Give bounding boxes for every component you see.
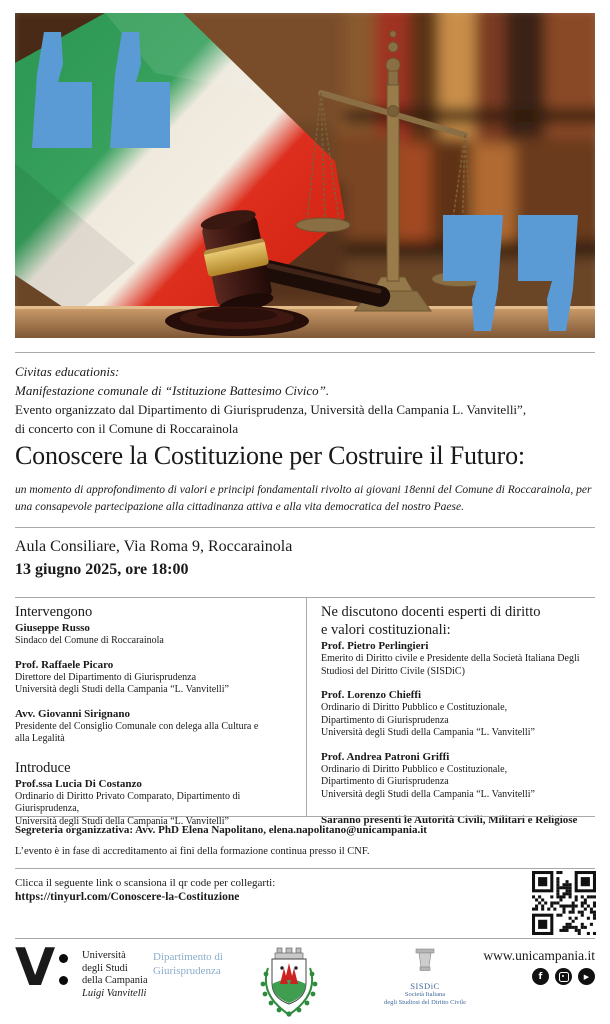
instagram-icon[interactable] bbox=[555, 968, 572, 985]
speaker-role: Dipartimento di Giurisprudenza bbox=[321, 714, 449, 726]
intro-line-1: Civitas educationis: bbox=[15, 364, 120, 379]
speaker-role: Direttore del Dipartimento di Giurisprudenza bbox=[15, 671, 197, 683]
intro-block bbox=[15, 362, 595, 438]
university-name-line: Luigi Vanvitelli bbox=[82, 987, 147, 999]
social-icons bbox=[532, 968, 595, 985]
vanvitelli-v: V bbox=[15, 938, 56, 998]
speaker-role: Ordinario di Diritto Pubblico e Costituzionale, bbox=[321, 763, 508, 775]
university-name-line: della Campania bbox=[82, 975, 148, 986]
youtube-icon[interactable]: ▶ bbox=[578, 968, 595, 985]
event-subtitle: un momento di approfondimento di valori e principi fondamentali rivolto ai giovani 18enni del Comune di Roccarainola, per una consapevole partecipazione alla cittadinanza attiva e alla vita democratica del nostro Paese. bbox=[15, 484, 592, 513]
vanvitelli-colon-icon bbox=[59, 954, 68, 985]
sisdic-acronym: SISDiC bbox=[410, 981, 440, 991]
speaker-name: Prof. Andrea Patroni Griffi bbox=[321, 750, 450, 763]
speakers-column-right bbox=[306, 598, 595, 826]
university-name-line: Università bbox=[82, 950, 126, 961]
speaker-role: Università degli Studi della Campania “L. Vanvitelli” bbox=[321, 727, 535, 738]
speaker bbox=[321, 640, 595, 678]
intro-line-2: Manifestazione comunale di “Istituzione Battesimo Civico”. bbox=[15, 383, 330, 398]
vanvitelli-logo bbox=[15, 938, 68, 998]
speaker-name: Giuseppe Russo bbox=[15, 622, 90, 634]
roccarainola-coat-of-arms bbox=[258, 946, 320, 1024]
facebook-icon[interactable]: f bbox=[532, 968, 549, 985]
event-title: Conoscere la Costituzione per Costruire il Futuro: bbox=[15, 441, 525, 470]
right-heading-line-2: e valori costituzionali: bbox=[321, 622, 451, 638]
divider bbox=[15, 352, 595, 353]
speaker-name: Prof.ssa Lucia Di Costanzo bbox=[15, 777, 142, 790]
left-heading-2: Introduce bbox=[15, 759, 71, 776]
divider bbox=[15, 527, 595, 528]
speaker-role: Università degli Studi della Campania “L. Vanvitelli” bbox=[15, 815, 229, 827]
speaker-role: alla Legalità bbox=[15, 733, 65, 744]
speakers-column-left bbox=[15, 598, 306, 827]
speaker-name: Avv. Giovanni Sirignano bbox=[15, 707, 131, 720]
department-name bbox=[153, 950, 223, 978]
venue-block bbox=[15, 536, 595, 582]
speaker-role: Ordinario di Diritto Pubblico e Costituzionale, bbox=[321, 702, 508, 713]
website-link[interactable]: www.unicampania.it bbox=[483, 948, 595, 963]
intro-line-4: di concerto con il Comune di Roccarainola bbox=[15, 421, 239, 436]
speaker-role: Studiosi del Diritto Civile (SISDiC) bbox=[321, 665, 465, 677]
department-line: Giurisprudenza bbox=[153, 965, 221, 977]
speakers-columns bbox=[15, 598, 595, 827]
venue-address: Aula Consiliare, Via Roma 9, Roccarainola bbox=[15, 538, 293, 555]
speaker-role: Sindaco del Comune di Roccarainola bbox=[15, 635, 164, 646]
speaker-role: Università degli Studi della Campania “L. Vanvitelli” bbox=[321, 788, 535, 800]
speaker bbox=[15, 622, 296, 648]
speaker bbox=[321, 751, 595, 802]
sisdic-subtitle: Società Italiana bbox=[404, 991, 446, 998]
speaker-role: Dipartimento di Giurisprudenza bbox=[321, 776, 449, 787]
hero-photo-illustration bbox=[15, 13, 595, 338]
speaker-name: Prof. Pietro Perlingieri bbox=[321, 640, 429, 652]
qr-code[interactable] bbox=[532, 871, 596, 935]
speaker bbox=[15, 659, 296, 697]
divider bbox=[15, 816, 595, 817]
department-line: Dipartimento di bbox=[153, 951, 223, 963]
link-instruction: Clicca il seguente link o scansiona il qr code per collegarti: bbox=[15, 877, 276, 889]
speaker-role: Ordinario di Diritto Privato Comparato, Dipartimento di Giurisprudenza, bbox=[15, 790, 241, 814]
event-link[interactable]: https://tinyurl.com/Conoscere-la-Costituzione bbox=[15, 891, 240, 903]
venue-datetime: 13 giugno 2025, ore 18:00 bbox=[15, 561, 189, 578]
divider bbox=[15, 868, 595, 869]
divider bbox=[15, 938, 595, 939]
speaker bbox=[15, 708, 296, 746]
speaker-name: Prof. Raffaele Picaro bbox=[15, 658, 114, 671]
sisdic-column-icon bbox=[410, 948, 440, 974]
speaker-role: Università degli Studi della Campania “L. Vanvitelli” bbox=[15, 684, 229, 695]
university-name-line: degli Studi bbox=[82, 962, 128, 974]
speaker bbox=[15, 778, 296, 829]
speaker-role: Presidente del Consiglio Comunale con delega alla Cultura e bbox=[15, 720, 259, 732]
authorities-note: Saranno presenti le Autorità Civili, Militari e Religiose bbox=[321, 814, 578, 826]
sisdic-subtitle: degli Studiosi del Diritto Civile bbox=[384, 999, 466, 1006]
secretariat-line: Segreteria organizzativa: Avv. PhD Elena Napolitano, elena.napolitano@unicampania.it bbox=[15, 824, 427, 836]
intro-line-3: Evento organizzato dal Dipartimento di Giurisprudenza, Università della Campania L. Vanvitelli”, bbox=[15, 402, 527, 417]
right-heading-line-1: Ne discutono docenti esperti di diritto bbox=[321, 604, 541, 620]
accreditation-line: L’evento è in fase di accreditamento ai fini della formazione continua presso il CNF. bbox=[15, 846, 370, 857]
speaker-role: Emerito di Diritto civile e Presidente della Società Italiana Degli bbox=[321, 653, 580, 664]
left-heading: Intervengono bbox=[15, 604, 93, 620]
hero-photo bbox=[15, 13, 595, 338]
university-name bbox=[82, 950, 148, 1000]
speaker-name: Prof. Lorenzo Chieffi bbox=[321, 689, 422, 701]
footer bbox=[0, 938, 610, 1024]
sisdic-logo bbox=[360, 948, 490, 1007]
speaker bbox=[321, 689, 595, 740]
